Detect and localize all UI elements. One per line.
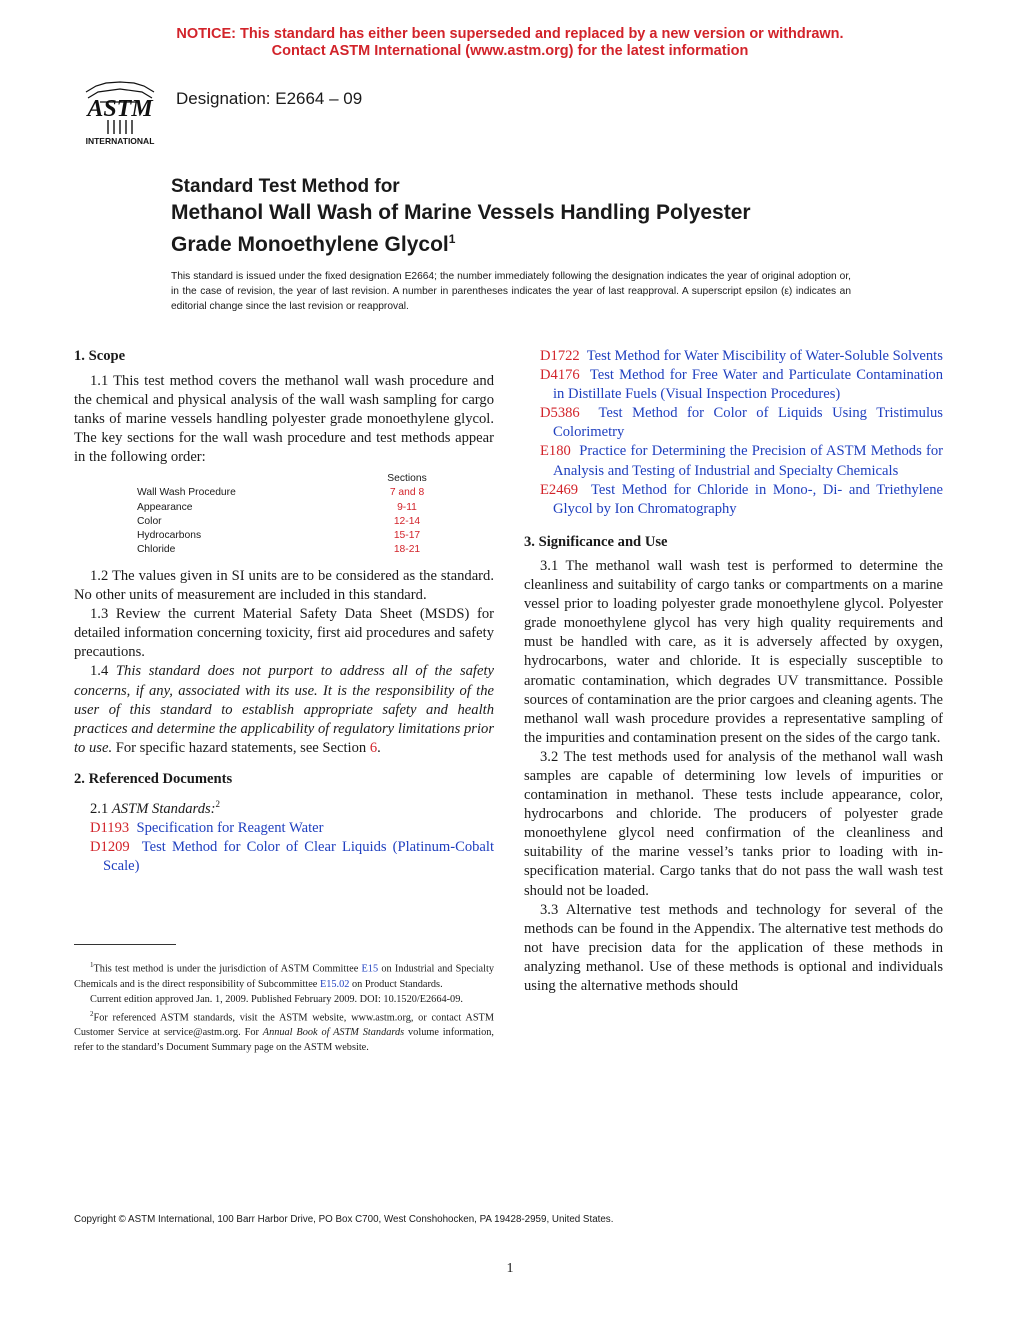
left-column: [74, 347, 494, 468]
designation: Designation: E2664 – 09: [176, 89, 363, 108]
reference-title-link[interactable]: Test Method for Color of Liquids Using Tristimulus Colorimetry: [553, 405, 943, 441]
para-1-4: 1.4 This standard does not purport to address all of the safety concerns, if any, associated with its use. It is the responsibility of the user of this standard to establish appropriate safety and health practices and determine the applicability of regulatory limitations prior to use. For specific hazard statements, see Section 6.: [74, 663, 494, 756]
document-title: [171, 175, 931, 258]
title-line-1: Standard Test Method for: [171, 176, 400, 197]
reference-code-link[interactable]: D4176: [540, 367, 580, 384]
reference-item: [74, 819, 494, 838]
sections-header: Sections: [387, 473, 427, 484]
page-number: 1: [506, 1261, 514, 1276]
svg-text:ASTM: ASTM: [87, 96, 153, 122]
astm-logo: [78, 78, 162, 148]
reference-code-link[interactable]: D1193: [90, 819, 130, 836]
footnotes: [74, 958, 494, 1055]
reference-title-link[interactable]: Test Method for Color of Clear Liquids (Platinum-Cobalt Scale): [103, 839, 494, 875]
reference-item: [524, 366, 943, 404]
section-link[interactable]: 12-14: [393, 515, 421, 527]
committee-link[interactable]: E15: [361, 963, 379, 975]
para-2-1: 2.1 ASTM Standards:$^2$: [90, 799, 221, 817]
section-link[interactable]: 9-11: [397, 501, 417, 513]
section-link[interactable]: 7 and 8: [389, 487, 425, 499]
safety-caveat: This standard does not purport to address all of the safety concerns, if any, associated with its use. It is the responsibility of the user of this standard to establish appropriate safety and health practices and determine the applicability of regulatory limitations prior to use.: [74, 663, 494, 756]
title-line-2: Methanol Wall Wash of Marine Vessels Handling Polyester: [171, 201, 751, 224]
reference-title-link[interactable]: Test Method for Free Water and Particulate Contamination in Distillate Fuels (Visual Inspection Procedures): [553, 367, 943, 403]
para-3-2: 3.2 The test methods used for analysis of the methanol wall wash samples are capable of determining low levels of impurities or contamination in methanol. These tests include appearance, color, hydrocarbons and chloride. The producers of polyester grade monoethylene glycol need confirmation of the cleanliness and suitability of the marine vessel’s tanks prior to loading with in-specification material. Cargo tanks that do not pass the wall wash test should not be loaded.: [524, 748, 943, 899]
sections-table: [137, 472, 457, 558]
reference-item: [524, 442, 943, 480]
significance-heading: 3. Significance and Use: [524, 533, 668, 550]
para-1-3: 1.3 Review the current Material Safety Data Sheet (MSDS) for detailed information concerning toxicity, first aid procedures and safety precautions.: [74, 606, 494, 661]
title-line-3: Grade Monoethylene Glycol: [171, 233, 449, 256]
section-link[interactable]: 18-21: [393, 544, 421, 556]
reference-item: [524, 481, 943, 519]
reference-item: [524, 404, 943, 442]
para-3-3: 3.3 Alternative test methods and technology for several of the methods can be found in the Appendix. The alternative test methods do not have precision data for the application of these methods in analyzing methanol. Use of these methods is optional and individuals using the alternative methods should: [524, 901, 943, 994]
title-footnote-mark: 1: [448, 232, 456, 246]
footnote-rule: [74, 944, 176, 945]
subcommittee-link[interactable]: E15.02: [319, 978, 350, 990]
notice-line-2: Contact ASTM International (www.astm.org) for the latest information: [271, 43, 749, 59]
reference-title-link[interactable]: Specification for Reagent Water: [136, 819, 324, 836]
para-1-1: 1.1 This test method covers the methanol wall wash procedure and the chemical and physical analysis of the wall wash sampling for cargo tanks of marine vessels handling polyester grade monoethylene glycol. The key sections for the wall wash procedure and test methods appear in the following order:: [74, 373, 494, 466]
section-row: Chloride 18-21: [137, 543, 457, 557]
para-1-2: 1.2 The values given in SI units are to be considered as the standard. No other units of measurement are included in this standard.: [74, 568, 494, 604]
reference-code-link[interactable]: E180: [540, 443, 571, 460]
reference-item: [74, 838, 494, 876]
section-6-link[interactable]: 6: [369, 739, 378, 756]
referenced-heading: 2. Referenced Documents: [74, 770, 233, 787]
footnote-2: $^2$For referenced ASTM standards, visit the ASTM website, www.astm.org, or contact ASTM Customer Service at service@astm.org. For Annual Book of ASTM Standards volume information, refer to the standard’s Document Summary page on the ASTM website.: [74, 1009, 494, 1054]
reference-title-link[interactable]: Practice for Determining the Precision of ASTM Methods for Analysis and Testing of Industrial and Specialty Chemicals: [553, 443, 944, 479]
reference-code-link[interactable]: D5386: [540, 405, 580, 422]
reference-code-link[interactable]: E2469: [540, 481, 579, 498]
section-row: Color 12-14: [137, 515, 457, 529]
para-3-1: 3.1 The methanol wall wash test is performed to determine the cleanliness and suitability of cargo tanks or compartments on a marine vessel prior to loading polyester grade monoethylene glycol. Polyester grade monoethylene glycol has very high quality requirements and must be handled with care, as it is adversely affected by oxygen, hydrocarbons, water and chloride. It is especially susceptible to aromatic contamination, which degrades UV transmittance. Possible sources of contamination are the prior cargoes and cleaning agents. The methanol wall wash procedure provides a representative sampling of the impurities and contamination present on the sides of the cargo tank.: [524, 557, 943, 746]
copyright: Copyright © ASTM International, 100 Barr Harbor Drive, PO Box C700, West Conshohocken, PA 19428-2959, United States.: [74, 1214, 614, 1225]
notice-line-1: NOTICE: This standard has either been superseded and replaced by a new version or withdrawn.: [176, 26, 844, 42]
svg-text:INTERNATIONAL: INTERNATIONAL: [85, 136, 155, 146]
reference-code-link[interactable]: D1209: [90, 839, 130, 856]
reference-code-link[interactable]: D1722: [540, 348, 580, 364]
reference-title-link[interactable]: Test Method for Water Miscibility of Water-Soluble Solvents: [586, 348, 943, 364]
section-row: Wall Wash Procedure 7 and 8: [137, 486, 457, 500]
footnote-1: $^1$This test method is under the jurisdiction of ASTM Committee E15 on Industrial and Specialty Chemicals and is the direct responsibility of Subcommittee E15.02 on Product Standards.: [74, 961, 494, 990]
section-row: Appearance 9-11: [137, 501, 457, 515]
section-row: Hydrocarbons 15-17: [137, 529, 457, 543]
section-link[interactable]: 15-17: [393, 530, 421, 542]
scope-heading: 1. Scope: [74, 348, 126, 364]
right-column: [524, 347, 943, 996]
issued-note: This standard is issued under the fixed designation E2664; the number immediately following the designation indicates the year of original adoption or, in the case of revision, the year of last revision. A number in parentheses indicates the year of last reapproval. A superscript epsilon (ε) indicates an editorial change since the last revision or reapproval.: [171, 271, 851, 312]
footnote-edition: Current edition approved Jan. 1, 2009. Published February 2009. DOI: 10.1520/E2664-09.: [90, 993, 463, 1005]
left-column-cont: [74, 567, 494, 876]
reference-item: [524, 347, 943, 366]
supersede-notice: [0, 26, 1020, 60]
reference-title-link[interactable]: Test Method for Chloride in Mono-, Di- and Triethylene Glycol by Ion Chromatography: [553, 481, 943, 517]
